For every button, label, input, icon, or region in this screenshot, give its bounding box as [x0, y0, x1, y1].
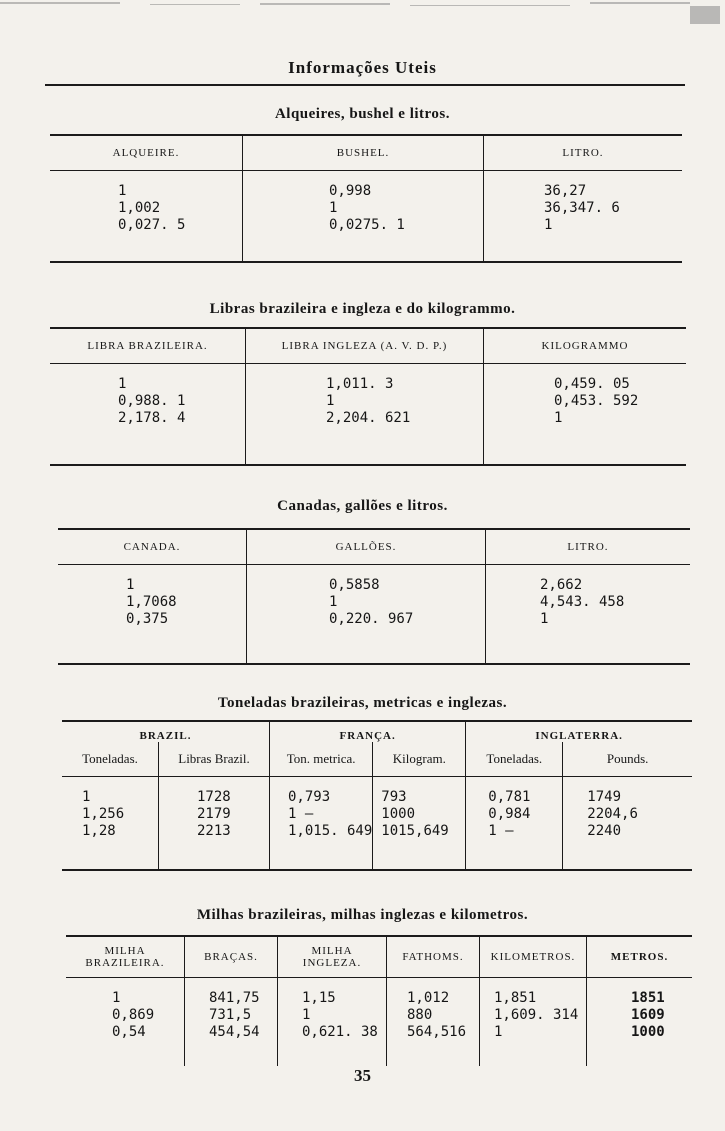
cell: 1 — [329, 594, 338, 610]
cell: 36,27 — [544, 183, 587, 199]
cell: 0,998 — [329, 183, 372, 199]
cell: 841,75 — [209, 990, 260, 1006]
header-libra-brazileira: LIBRA BRAZILEIRA. — [50, 328, 246, 364]
section-title-canadas: Canadas, gallões e litros. — [277, 498, 448, 514]
column-milha-brazileira — [66, 978, 185, 1067]
cell: 1015,649 — [381, 823, 449, 839]
column-bushel — [243, 171, 484, 263]
cell: 1,851 — [494, 990, 537, 1006]
header-litro: LITRO. — [484, 135, 683, 171]
cell: 880 — [407, 1007, 433, 1023]
cell: 2179 — [197, 806, 231, 822]
cell: 0,793 — [288, 789, 331, 805]
cell: 2213 — [197, 823, 231, 839]
cell: 0,0275. 1 — [329, 217, 405, 233]
cell: 2,178. 4 — [118, 410, 186, 426]
table-alqueires — [50, 134, 682, 263]
header-ton-metrica: Ton. metrica. — [270, 742, 373, 777]
cell: 1,7068 — [126, 594, 177, 610]
cell: 0,869 — [112, 1007, 155, 1023]
header-kilometros: KILOMETROS. — [480, 936, 587, 978]
column-pounds — [563, 777, 692, 871]
column-fathoms — [387, 978, 480, 1067]
cell: 0,988. 1 — [118, 393, 186, 409]
column-kilogram — [373, 777, 466, 871]
cell: 1000 — [381, 806, 416, 822]
page-edge-specks — [0, 0, 725, 30]
cell: 564,516 — [407, 1024, 467, 1040]
cell: 1 — [112, 990, 121, 1006]
cell: 1000 — [631, 1024, 665, 1040]
header-milha-brazileira: MILHA BRAZILEIRA. — [66, 936, 185, 978]
column-libra-brazileira — [50, 364, 246, 466]
cell: 0,220. 967 — [329, 611, 414, 627]
cell: 454,54 — [209, 1024, 260, 1040]
cell: 1 — — [488, 823, 514, 839]
cell: 0,459. 05 — [554, 376, 630, 392]
cell: 2204,6 — [587, 806, 638, 822]
cell: 0,621. 38 — [302, 1024, 378, 1040]
section-title-milhas: Milhas brazileiras, milhas inglezas e kilometros. — [196, 907, 529, 923]
cell: 1,015. 649 — [288, 823, 373, 839]
column-libras-brazil — [159, 777, 270, 871]
section-title-alqueires: Alqueires, bushel e litros. — [274, 106, 451, 122]
header-libras-brazil: Libras Brazil. — [159, 742, 270, 777]
cell: 0,027. 5 — [118, 217, 186, 233]
cell: 1,011. 3 — [326, 376, 394, 392]
header-galloes: GALLÕES. — [247, 529, 486, 565]
cell: 0,5858 — [329, 577, 380, 593]
cell: 4,543. 458 — [540, 594, 625, 610]
cell: 2,662 — [540, 577, 583, 593]
group-brazil: BRAZIL. — [62, 721, 270, 742]
cell: 1,28 — [82, 823, 116, 839]
cell: 1,15 — [302, 990, 336, 1006]
cell: 1 — [554, 410, 563, 426]
cell: 1 — [118, 376, 127, 392]
cell: 0,453. 592 — [554, 393, 639, 409]
cell: 1 — [540, 611, 549, 627]
column-ton-metrica — [270, 777, 373, 871]
cell: 1 — [118, 183, 127, 199]
cell: 1,256 — [82, 806, 125, 822]
cell: 1 — — [288, 806, 314, 822]
column-libra-ingleza — [246, 364, 484, 466]
cell: 0,375 — [126, 611, 169, 627]
column-alqueire — [50, 171, 243, 263]
title-rule — [45, 84, 685, 86]
cell: 1 — [544, 217, 553, 233]
column-milha-ingleza — [278, 978, 387, 1067]
header-kilogrammo: KILOGRAMMO — [484, 328, 687, 364]
column-toneladas-br — [62, 777, 159, 871]
cell: 793 — [381, 789, 407, 805]
header-canada: CANADA. — [58, 529, 247, 565]
cell: 1,012 — [407, 990, 450, 1006]
header-alqueire: ALQUEIRE. — [50, 135, 243, 171]
cell: 1728 — [197, 789, 231, 805]
section-title-libras: Libras brazileira e ingleza e do kilogrammo. — [209, 301, 516, 317]
cell: 1,002 — [118, 200, 161, 216]
header-fathoms: FATHOMS. — [387, 936, 480, 978]
page-title: Informações Uteis — [288, 58, 437, 77]
group-franca: FRANÇA. — [270, 721, 466, 742]
column-canada — [58, 565, 247, 665]
table-toneladas — [62, 720, 692, 871]
cell: 36,347. 6 — [544, 200, 620, 216]
cell: 1749 — [587, 789, 622, 805]
cell: 1 — [126, 577, 135, 593]
column-galloes — [247, 565, 486, 665]
cell: 0,54 — [112, 1024, 146, 1040]
group-inglaterra: INGLATERRA. — [466, 721, 692, 742]
column-toneladas-en — [466, 777, 563, 871]
page-number: 35 — [354, 1066, 371, 1085]
column-kilometros — [480, 978, 587, 1067]
cell: 1 — [326, 393, 335, 409]
header-kilogram: Kilogram. — [373, 742, 466, 777]
column-metros — [587, 978, 693, 1067]
cell: 1851 — [631, 990, 665, 1006]
header-litro-2: LITRO. — [486, 529, 691, 565]
cell: 1 — [82, 789, 91, 805]
cell: 1,609. 314 — [494, 1007, 579, 1023]
header-libra-ingleza: LIBRA INGLEZA (A. V. D. P.) — [246, 328, 484, 364]
cell: 2240 — [587, 823, 622, 839]
table-libras — [50, 327, 686, 466]
cell: 0,984 — [488, 806, 531, 822]
header-toneladas-en: Toneladas. — [466, 742, 563, 777]
header-toneladas-br: Toneladas. — [82, 751, 138, 766]
header-metros: METROS. — [587, 936, 693, 978]
header-milha-ingleza: MILHA INGLEZA. — [278, 936, 387, 978]
cell: 1 — [494, 1024, 503, 1040]
cell: 1 — [302, 1007, 311, 1023]
column-kilogrammo — [484, 364, 687, 466]
header-bracas: BRAÇAS. — [185, 936, 278, 978]
cell: 1 — [329, 200, 338, 216]
column-bracas — [185, 978, 278, 1067]
column-litro — [484, 171, 683, 263]
table-milhas — [66, 935, 692, 1066]
cell: 731,5 — [209, 1007, 252, 1023]
table-canadas — [58, 528, 690, 665]
header-bushel: BUSHEL. — [243, 135, 484, 171]
cell: 0,781 — [488, 789, 531, 805]
cell: 2,204. 621 — [326, 410, 411, 426]
column-litro-3 — [486, 565, 691, 665]
section-title-toneladas: Toneladas brazileiras, metricas e inglezas. — [217, 695, 508, 711]
header-pounds: Pounds. — [563, 742, 692, 777]
cell: 1609 — [631, 1007, 665, 1023]
